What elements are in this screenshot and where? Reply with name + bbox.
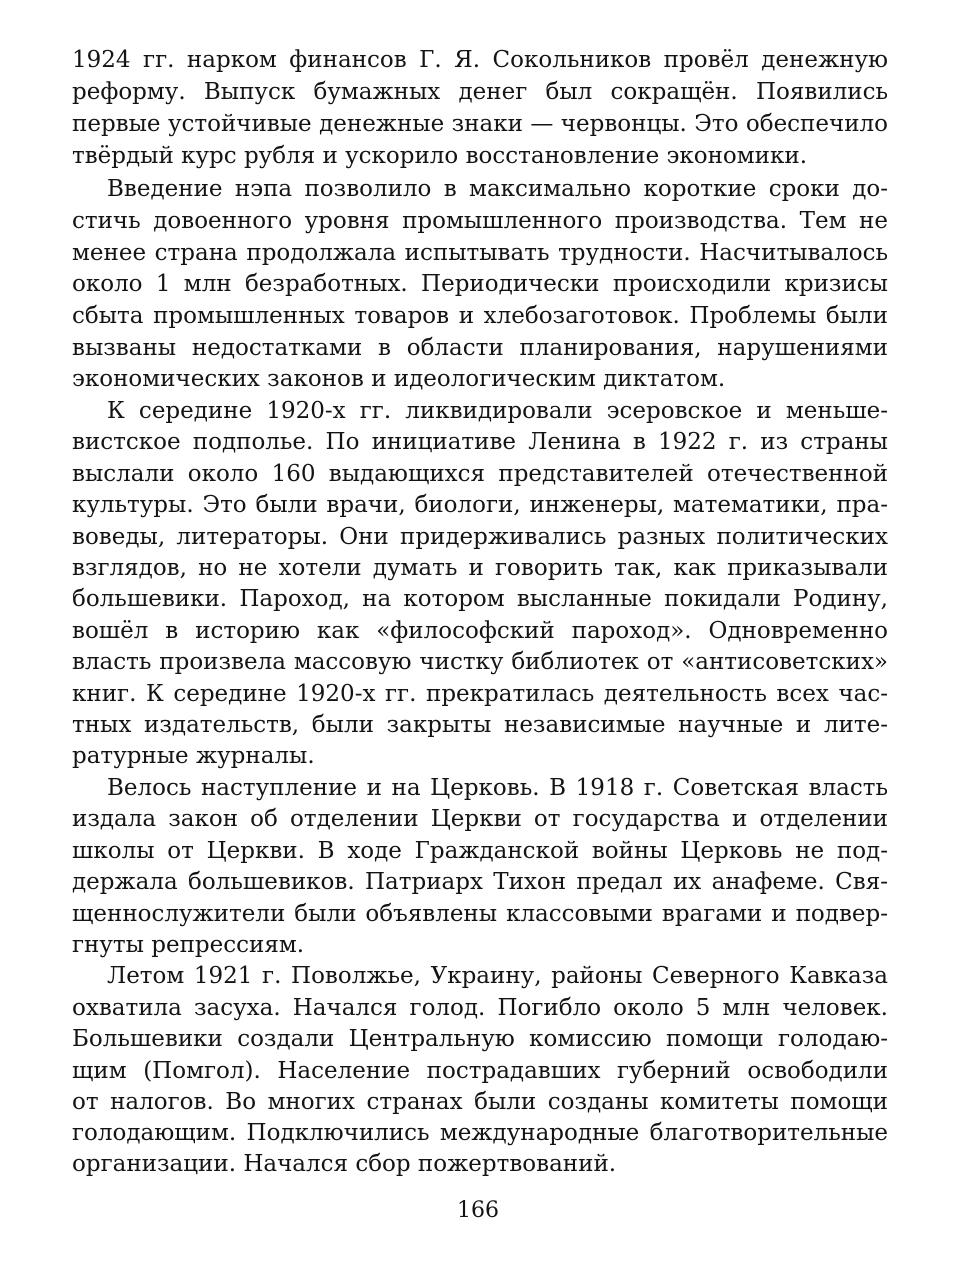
text-line: менее страна продолжала испытывать трудности. Насчитывалось [72, 240, 888, 266]
text-line: первые устойчивые денежные знаки — червонцы. Это обеспечило [72, 111, 888, 137]
text-line: К середине 1920-х гг. ликвидировали эсеровское и меньше- [107, 398, 888, 424]
text-line: тных издательств, были закрыты независимые научные и лите- [72, 712, 888, 738]
text-line: гнуты репрессиям. [72, 932, 305, 958]
text-line: школы от Церкви. В ходе Гражданской войны Церковь не под- [72, 838, 888, 864]
text-line: экономических законов и идеологическим диктатом. [72, 366, 726, 392]
text-line: культуры. Это были врачи, биологи, инженеры, математики, пра- [72, 492, 888, 518]
text-line: выслали около 160 выдающихся представителей отечественной [72, 461, 888, 487]
text-line: охватила засуха. Начался голод. Погибло около 5 млн человек. [72, 995, 888, 1021]
text-line: ратурные журналы. [72, 743, 315, 769]
text-line: Большевики создали Центральную комиссию помощи голодаю- [72, 1026, 888, 1052]
text-line: Велось наступление и на Церковь. В 1918 г. Советская власть [107, 775, 888, 801]
text-line: Введение нэпа позволило в максимально короткие сроки до- [107, 176, 888, 202]
text-line: вистское подполье. По инициативе Ленина в 1922 г. из страны [72, 429, 888, 455]
text-line: воведы, литераторы. Они придерживались разных политических [72, 524, 888, 550]
text-line: держала большевиков. Патриарх Тихон предал их анафеме. Свя- [72, 869, 888, 895]
text-line: щеннослужители были объявлены классовыми врагами и подвер- [72, 901, 888, 927]
text-line: щим (Помгол). Население пострадавших губерний освободили [72, 1058, 888, 1084]
text-line: организации. Начался сбор пожертвований. [72, 1151, 617, 1177]
text-line: вошёл в историю как «философский пароход». Одновременно [72, 618, 888, 644]
text-line: голодающим. Подключились международные благотворительные [72, 1120, 888, 1146]
text-line: власть произвела массовую чистку библиотек от «антисоветских» [72, 649, 888, 675]
text-line: реформу. Выпуск бумажных денег был сокращён. Появились [72, 79, 888, 105]
page-number: 166 [457, 1198, 499, 1223]
text-line: книг. К середине 1920-х гг. прекратилась деятельность всех час- [72, 681, 888, 707]
text-line: твёрдый курс рубля и ускорило восстановление экономики. [72, 143, 808, 169]
text-line: стичь довоенного уровня промышленного производства. Тем не [72, 208, 888, 234]
text-line: большевики. Пароход, на котором высланные покидали Родину, [72, 586, 888, 612]
text-line: сбыта промышленных товаров и хлебозаготовок. Проблемы были [72, 303, 888, 329]
text-line: Летом 1921 г. Поволжье, Украину, районы Северного Кавказа [107, 963, 888, 989]
text-line: 1924 гг. нарком финансов Г. Я. Сокольников провёл денежную [72, 47, 888, 73]
text-line: издала закон об отделении Церкви от государства и отделении [72, 806, 888, 832]
text-line: от налогов. Во многих странах были созданы комитеты помощи [72, 1089, 888, 1115]
text-line: взглядов, но не хотели думать и говорить так, как приказывали [72, 555, 888, 581]
text-line: около 1 млн безработных. Периодически происходили кризисы [72, 271, 888, 297]
text-line: вызваны недостатками в области планирования, нарушениями [72, 335, 888, 361]
